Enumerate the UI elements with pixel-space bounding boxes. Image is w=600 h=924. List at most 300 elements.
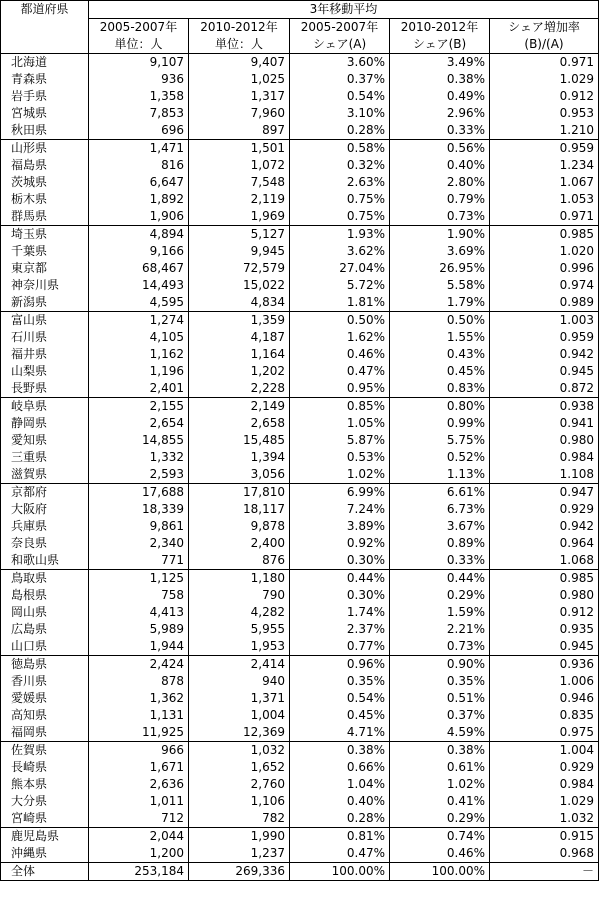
share-a: 0.53%: [290, 449, 390, 466]
prefecture-name: 沖縄県: [1, 845, 89, 863]
prefecture-name: 千葉県: [1, 243, 89, 260]
table-row: [1, 656, 599, 674]
table-row: [1, 174, 599, 191]
share-a: 0.92%: [290, 535, 390, 552]
share-growth-ratio: 0.941: [490, 415, 599, 432]
table-row: [1, 243, 599, 260]
value-2005-2007: 2,636: [89, 776, 189, 793]
prefecture-name: 高知県: [1, 707, 89, 724]
share-b: 5.58%: [390, 277, 490, 294]
value-2005-2007: 1,358: [89, 88, 189, 105]
share-b: 1.55%: [390, 329, 490, 346]
value-2005-2007: 1,011: [89, 793, 189, 810]
col1-header-line1: 2005-2007年: [89, 19, 189, 37]
table-row: [1, 432, 599, 449]
value-2010-2012: 2,760: [189, 776, 290, 793]
table-row: [1, 140, 599, 158]
share-a: 0.85%: [290, 398, 390, 416]
value-2010-2012: 4,187: [189, 329, 290, 346]
share-growth-ratio: 0.936: [490, 656, 599, 674]
value-2010-2012: 7,960: [189, 105, 290, 122]
share-growth-ratio: 0.953: [490, 105, 599, 122]
table-row: [1, 587, 599, 604]
value-2010-2012: 1,164: [189, 346, 290, 363]
value-2010-2012: 2,228: [189, 380, 290, 398]
col5-header-line1: シェア増加率: [490, 19, 599, 37]
share-a: 3.89%: [290, 518, 390, 535]
total-label: 全体: [1, 863, 89, 881]
value-2010-2012: 7,548: [189, 174, 290, 191]
share-a: 1.62%: [290, 329, 390, 346]
share-a: 1.05%: [290, 415, 390, 432]
share-b: 0.56%: [390, 140, 490, 158]
value-2010-2012: 1,032: [189, 742, 290, 760]
value-2005-2007: 4,105: [89, 329, 189, 346]
prefecture-name: 島根県: [1, 587, 89, 604]
table-row: [1, 226, 599, 244]
value-2005-2007: 14,493: [89, 277, 189, 294]
value-2010-2012: 940: [189, 673, 290, 690]
prefecture-name: 広島県: [1, 621, 89, 638]
share-growth-ratio: 0.975: [490, 724, 599, 742]
table-row: [1, 552, 599, 570]
value-2005-2007: 68,467: [89, 260, 189, 277]
value-2010-2012: 2,658: [189, 415, 290, 432]
table-row: [1, 724, 599, 742]
share-a: 0.66%: [290, 759, 390, 776]
share-b: 0.41%: [390, 793, 490, 810]
share-growth-ratio: 0.971: [490, 54, 599, 72]
value-2005-2007: 1,131: [89, 707, 189, 724]
share-b: 3.69%: [390, 243, 490, 260]
share-growth-ratio: 0.971: [490, 208, 599, 226]
share-b: 1.90%: [390, 226, 490, 244]
value-2010-2012: 9,878: [189, 518, 290, 535]
share-growth-ratio: 0.984: [490, 776, 599, 793]
share-growth-ratio: 0.945: [490, 363, 599, 380]
total-row: [1, 863, 599, 881]
share-b: 0.40%: [390, 157, 490, 174]
share-growth-ratio: 0.974: [490, 277, 599, 294]
table-row: [1, 518, 599, 535]
value-2010-2012: 2,400: [189, 535, 290, 552]
share-growth-ratio: 0.929: [490, 759, 599, 776]
value-2005-2007: 1,362: [89, 690, 189, 707]
value-2005-2007: 2,401: [89, 380, 189, 398]
value-2010-2012: 876: [189, 552, 290, 570]
prefecture-name: 京都府: [1, 484, 89, 502]
prefecture-name: 徳島県: [1, 656, 89, 674]
col2-header-line1: 2010-2012年: [189, 19, 290, 37]
share-a: 0.44%: [290, 570, 390, 588]
value-2010-2012: 790: [189, 587, 290, 604]
share-b: 0.99%: [390, 415, 490, 432]
share-b: 0.73%: [390, 638, 490, 656]
share-b: 0.49%: [390, 88, 490, 105]
value-2010-2012: 18,117: [189, 501, 290, 518]
prefecture-name: 愛知県: [1, 432, 89, 449]
prefecture-name: 福井県: [1, 346, 89, 363]
table-row: [1, 415, 599, 432]
table-row: [1, 54, 599, 72]
share-a: 0.75%: [290, 191, 390, 208]
prefecture-name: 北海道: [1, 54, 89, 72]
table-row: [1, 707, 599, 724]
prefecture-name: 神奈川県: [1, 277, 89, 294]
share-a: 0.50%: [290, 312, 390, 330]
total-s2: 100.00%: [390, 863, 490, 881]
share-b: 0.73%: [390, 208, 490, 226]
value-2005-2007: 9,166: [89, 243, 189, 260]
share-a: 0.95%: [290, 380, 390, 398]
table-row: [1, 122, 599, 140]
value-2005-2007: 4,894: [89, 226, 189, 244]
share-b: 5.75%: [390, 432, 490, 449]
share-a: 0.40%: [290, 793, 390, 810]
value-2005-2007: 1,944: [89, 638, 189, 656]
share-growth-ratio: 1.032: [490, 810, 599, 828]
value-2010-2012: 4,834: [189, 294, 290, 312]
share-growth-ratio: 0.980: [490, 432, 599, 449]
share-growth-ratio: 0.984: [490, 449, 599, 466]
value-2005-2007: 1,200: [89, 845, 189, 863]
value-2010-2012: 897: [189, 122, 290, 140]
table-row: [1, 673, 599, 690]
table-row: [1, 449, 599, 466]
value-2005-2007: 2,654: [89, 415, 189, 432]
value-2005-2007: 7,853: [89, 105, 189, 122]
value-2005-2007: 2,593: [89, 466, 189, 484]
value-2005-2007: 2,044: [89, 828, 189, 846]
value-2010-2012: 5,955: [189, 621, 290, 638]
total-v1: 253,184: [89, 863, 189, 881]
value-2005-2007: 17,688: [89, 484, 189, 502]
value-2005-2007: 5,989: [89, 621, 189, 638]
share-growth-ratio: 0.938: [490, 398, 599, 416]
value-2005-2007: 9,107: [89, 54, 189, 72]
total-v2: 269,336: [189, 863, 290, 881]
share-a: 0.28%: [290, 122, 390, 140]
share-b: 26.95%: [390, 260, 490, 277]
share-a: 0.30%: [290, 552, 390, 570]
prefecture-name: 東京都: [1, 260, 89, 277]
share-b: 0.61%: [390, 759, 490, 776]
share-growth-ratio: 0.985: [490, 226, 599, 244]
prefecture-name: 山梨県: [1, 363, 89, 380]
table-row: [1, 484, 599, 502]
share-growth-ratio: 0.945: [490, 638, 599, 656]
share-a: 1.93%: [290, 226, 390, 244]
share-a: 3.62%: [290, 243, 390, 260]
prefecture-name: 福島県: [1, 157, 89, 174]
share-b: 2.96%: [390, 105, 490, 122]
share-a: 0.35%: [290, 673, 390, 690]
prefecture-name: 鹿児島県: [1, 828, 89, 846]
value-2005-2007: 1,671: [89, 759, 189, 776]
value-2010-2012: 3,056: [189, 466, 290, 484]
share-a: 0.47%: [290, 845, 390, 863]
col2-header-line2: 単位：人: [189, 36, 290, 54]
share-growth-ratio: 1.020: [490, 243, 599, 260]
value-2010-2012: 1,180: [189, 570, 290, 588]
value-2005-2007: 6,647: [89, 174, 189, 191]
share-growth-ratio: 1.068: [490, 552, 599, 570]
value-2010-2012: 15,485: [189, 432, 290, 449]
table-row: [1, 208, 599, 226]
table-row: [1, 759, 599, 776]
value-2005-2007: 4,595: [89, 294, 189, 312]
prefecture-name: 栃木県: [1, 191, 89, 208]
table-row: [1, 535, 599, 552]
share-growth-ratio: 0.942: [490, 346, 599, 363]
value-2010-2012: 1,990: [189, 828, 290, 846]
share-growth-ratio: 1.053: [490, 191, 599, 208]
share-a: 0.75%: [290, 208, 390, 226]
table-row: [1, 604, 599, 621]
table-row: [1, 71, 599, 88]
share-a: 0.96%: [290, 656, 390, 674]
prefecture-name: 岡山県: [1, 604, 89, 621]
share-b: 6.61%: [390, 484, 490, 502]
table-row: [1, 329, 599, 346]
table-row: [1, 191, 599, 208]
value-2005-2007: 712: [89, 810, 189, 828]
header-row-group: [1, 1, 599, 19]
value-2010-2012: 1,106: [189, 793, 290, 810]
value-2005-2007: 1,162: [89, 346, 189, 363]
col1-header-line2: 単位：人: [89, 36, 189, 54]
share-a: 0.77%: [290, 638, 390, 656]
total-ratio: －: [490, 863, 599, 881]
prefecture-name: 宮崎県: [1, 810, 89, 828]
table-row: [1, 380, 599, 398]
share-b: 0.38%: [390, 742, 490, 760]
table-row: [1, 312, 599, 330]
share-b: 3.67%: [390, 518, 490, 535]
value-2005-2007: 936: [89, 71, 189, 88]
value-2005-2007: 1,471: [89, 140, 189, 158]
share-b: 0.79%: [390, 191, 490, 208]
share-growth-ratio: 0.947: [490, 484, 599, 502]
share-growth-ratio: 0.912: [490, 604, 599, 621]
share-growth-ratio: 1.210: [490, 122, 599, 140]
share-growth-ratio: 0.996: [490, 260, 599, 277]
share-growth-ratio: 0.929: [490, 501, 599, 518]
value-2010-2012: 1,394: [189, 449, 290, 466]
value-2010-2012: 2,119: [189, 191, 290, 208]
table-row: [1, 793, 599, 810]
share-a: 3.10%: [290, 105, 390, 122]
share-b: 0.43%: [390, 346, 490, 363]
prefecture-name: 岐阜県: [1, 398, 89, 416]
prefecture-name: 奈良県: [1, 535, 89, 552]
prefecture-name: 茨城県: [1, 174, 89, 191]
share-b: 1.02%: [390, 776, 490, 793]
prefecture-name: 三重県: [1, 449, 89, 466]
share-a: 0.28%: [290, 810, 390, 828]
share-a: 0.58%: [290, 140, 390, 158]
share-a: 3.60%: [290, 54, 390, 72]
share-b: 0.37%: [390, 707, 490, 724]
value-2010-2012: 1,652: [189, 759, 290, 776]
total-s1: 100.00%: [290, 863, 390, 881]
prefecture-column-header: 都道府県: [1, 1, 89, 54]
table-row: [1, 690, 599, 707]
header-row-line2: [1, 36, 599, 54]
table-body: [1, 54, 599, 863]
share-growth-ratio: 0.985: [490, 570, 599, 588]
prefecture-name: 大阪府: [1, 501, 89, 518]
share-growth-ratio: 1.234: [490, 157, 599, 174]
share-b: 2.21%: [390, 621, 490, 638]
share-b: 0.90%: [390, 656, 490, 674]
value-2010-2012: 1,317: [189, 88, 290, 105]
table-row: [1, 363, 599, 380]
share-growth-ratio: 1.029: [490, 793, 599, 810]
share-growth-ratio: 1.003: [490, 312, 599, 330]
share-growth-ratio: 0.959: [490, 329, 599, 346]
share-a: 2.63%: [290, 174, 390, 191]
prefecture-name: 福岡県: [1, 724, 89, 742]
share-growth-ratio: 0.946: [490, 690, 599, 707]
share-growth-ratio: 1.006: [490, 673, 599, 690]
prefecture-name: 鳥取県: [1, 570, 89, 588]
value-2005-2007: 696: [89, 122, 189, 140]
value-2005-2007: 4,413: [89, 604, 189, 621]
value-2010-2012: 5,127: [189, 226, 290, 244]
prefecture-name: 秋田県: [1, 122, 89, 140]
share-a: 0.37%: [290, 71, 390, 88]
prefecture-name: 岩手県: [1, 88, 89, 105]
prefecture-name: 山口県: [1, 638, 89, 656]
share-a: 5.72%: [290, 277, 390, 294]
share-a: 27.04%: [290, 260, 390, 277]
value-2005-2007: 2,155: [89, 398, 189, 416]
value-2005-2007: 1,196: [89, 363, 189, 380]
share-growth-ratio: 1.067: [490, 174, 599, 191]
share-b: 0.33%: [390, 122, 490, 140]
col4-header-line2: シェア(B): [390, 36, 490, 54]
table-row: [1, 776, 599, 793]
value-2005-2007: 14,855: [89, 432, 189, 449]
value-2010-2012: 72,579: [189, 260, 290, 277]
share-b: 1.13%: [390, 466, 490, 484]
share-a: 0.38%: [290, 742, 390, 760]
prefecture-name: 埼玉県: [1, 226, 89, 244]
share-a: 6.99%: [290, 484, 390, 502]
share-growth-ratio: 0.935: [490, 621, 599, 638]
prefecture-name: 石川県: [1, 329, 89, 346]
prefecture-name: 熊本県: [1, 776, 89, 793]
value-2010-2012: 2,149: [189, 398, 290, 416]
table-row: [1, 157, 599, 174]
table-row: [1, 294, 599, 312]
share-b: 0.33%: [390, 552, 490, 570]
table-row: [1, 346, 599, 363]
share-b: 0.80%: [390, 398, 490, 416]
share-a: 0.46%: [290, 346, 390, 363]
share-b: 0.89%: [390, 535, 490, 552]
value-2010-2012: 4,282: [189, 604, 290, 621]
value-2010-2012: 1,501: [189, 140, 290, 158]
share-a: 1.04%: [290, 776, 390, 793]
value-2005-2007: 2,340: [89, 535, 189, 552]
share-a: 0.32%: [290, 157, 390, 174]
prefecture-name: 長野県: [1, 380, 89, 398]
share-growth-ratio: 0.968: [490, 845, 599, 863]
share-growth-ratio: 0.964: [490, 535, 599, 552]
value-2005-2007: 18,339: [89, 501, 189, 518]
table-row: [1, 810, 599, 828]
table-row: [1, 845, 599, 863]
value-2010-2012: 1,359: [189, 312, 290, 330]
share-b: 0.44%: [390, 570, 490, 588]
value-2010-2012: 1,371: [189, 690, 290, 707]
table-row: [1, 260, 599, 277]
table-row: [1, 570, 599, 588]
value-2005-2007: 1,892: [89, 191, 189, 208]
share-b: 0.29%: [390, 587, 490, 604]
share-a: 1.81%: [290, 294, 390, 312]
share-growth-ratio: 0.912: [490, 88, 599, 105]
share-b: 4.59%: [390, 724, 490, 742]
share-growth-ratio: 0.989: [490, 294, 599, 312]
share-growth-ratio: 0.915: [490, 828, 599, 846]
header-row-line1: [1, 19, 599, 37]
share-growth-ratio: 0.835: [490, 707, 599, 724]
table-row: [1, 88, 599, 105]
value-2010-2012: 15,022: [189, 277, 290, 294]
value-2005-2007: 878: [89, 673, 189, 690]
value-2010-2012: 1,237: [189, 845, 290, 863]
value-2010-2012: 9,945: [189, 243, 290, 260]
share-growth-ratio: 1.108: [490, 466, 599, 484]
value-2010-2012: 782: [189, 810, 290, 828]
prefecture-name: 愛媛県: [1, 690, 89, 707]
value-2005-2007: 966: [89, 742, 189, 760]
share-b: 1.79%: [390, 294, 490, 312]
share-a: 4.71%: [290, 724, 390, 742]
value-2010-2012: 1,072: [189, 157, 290, 174]
value-2005-2007: 1,125: [89, 570, 189, 588]
table-row: [1, 638, 599, 656]
value-2010-2012: 1,969: [189, 208, 290, 226]
value-2005-2007: 1,274: [89, 312, 189, 330]
share-a: 0.54%: [290, 88, 390, 105]
col4-header-line1: 2010-2012年: [390, 19, 490, 37]
table-row: [1, 828, 599, 846]
share-b: 1.59%: [390, 604, 490, 621]
value-2005-2007: 816: [89, 157, 189, 174]
share-b: 0.50%: [390, 312, 490, 330]
value-2010-2012: 1,025: [189, 71, 290, 88]
share-b: 0.74%: [390, 828, 490, 846]
value-2010-2012: 1,953: [189, 638, 290, 656]
table-row: [1, 501, 599, 518]
share-growth-ratio: 0.942: [490, 518, 599, 535]
prefecture-name: 群馬県: [1, 208, 89, 226]
value-2010-2012: 2,414: [189, 656, 290, 674]
prefecture-name: 富山県: [1, 312, 89, 330]
share-growth-ratio: 0.872: [490, 380, 599, 398]
value-2005-2007: 771: [89, 552, 189, 570]
prefecture-name: 青森県: [1, 71, 89, 88]
share-b: 3.49%: [390, 54, 490, 72]
share-a: 0.47%: [290, 363, 390, 380]
share-b: 2.80%: [390, 174, 490, 191]
share-b: 0.52%: [390, 449, 490, 466]
share-a: 0.81%: [290, 828, 390, 846]
